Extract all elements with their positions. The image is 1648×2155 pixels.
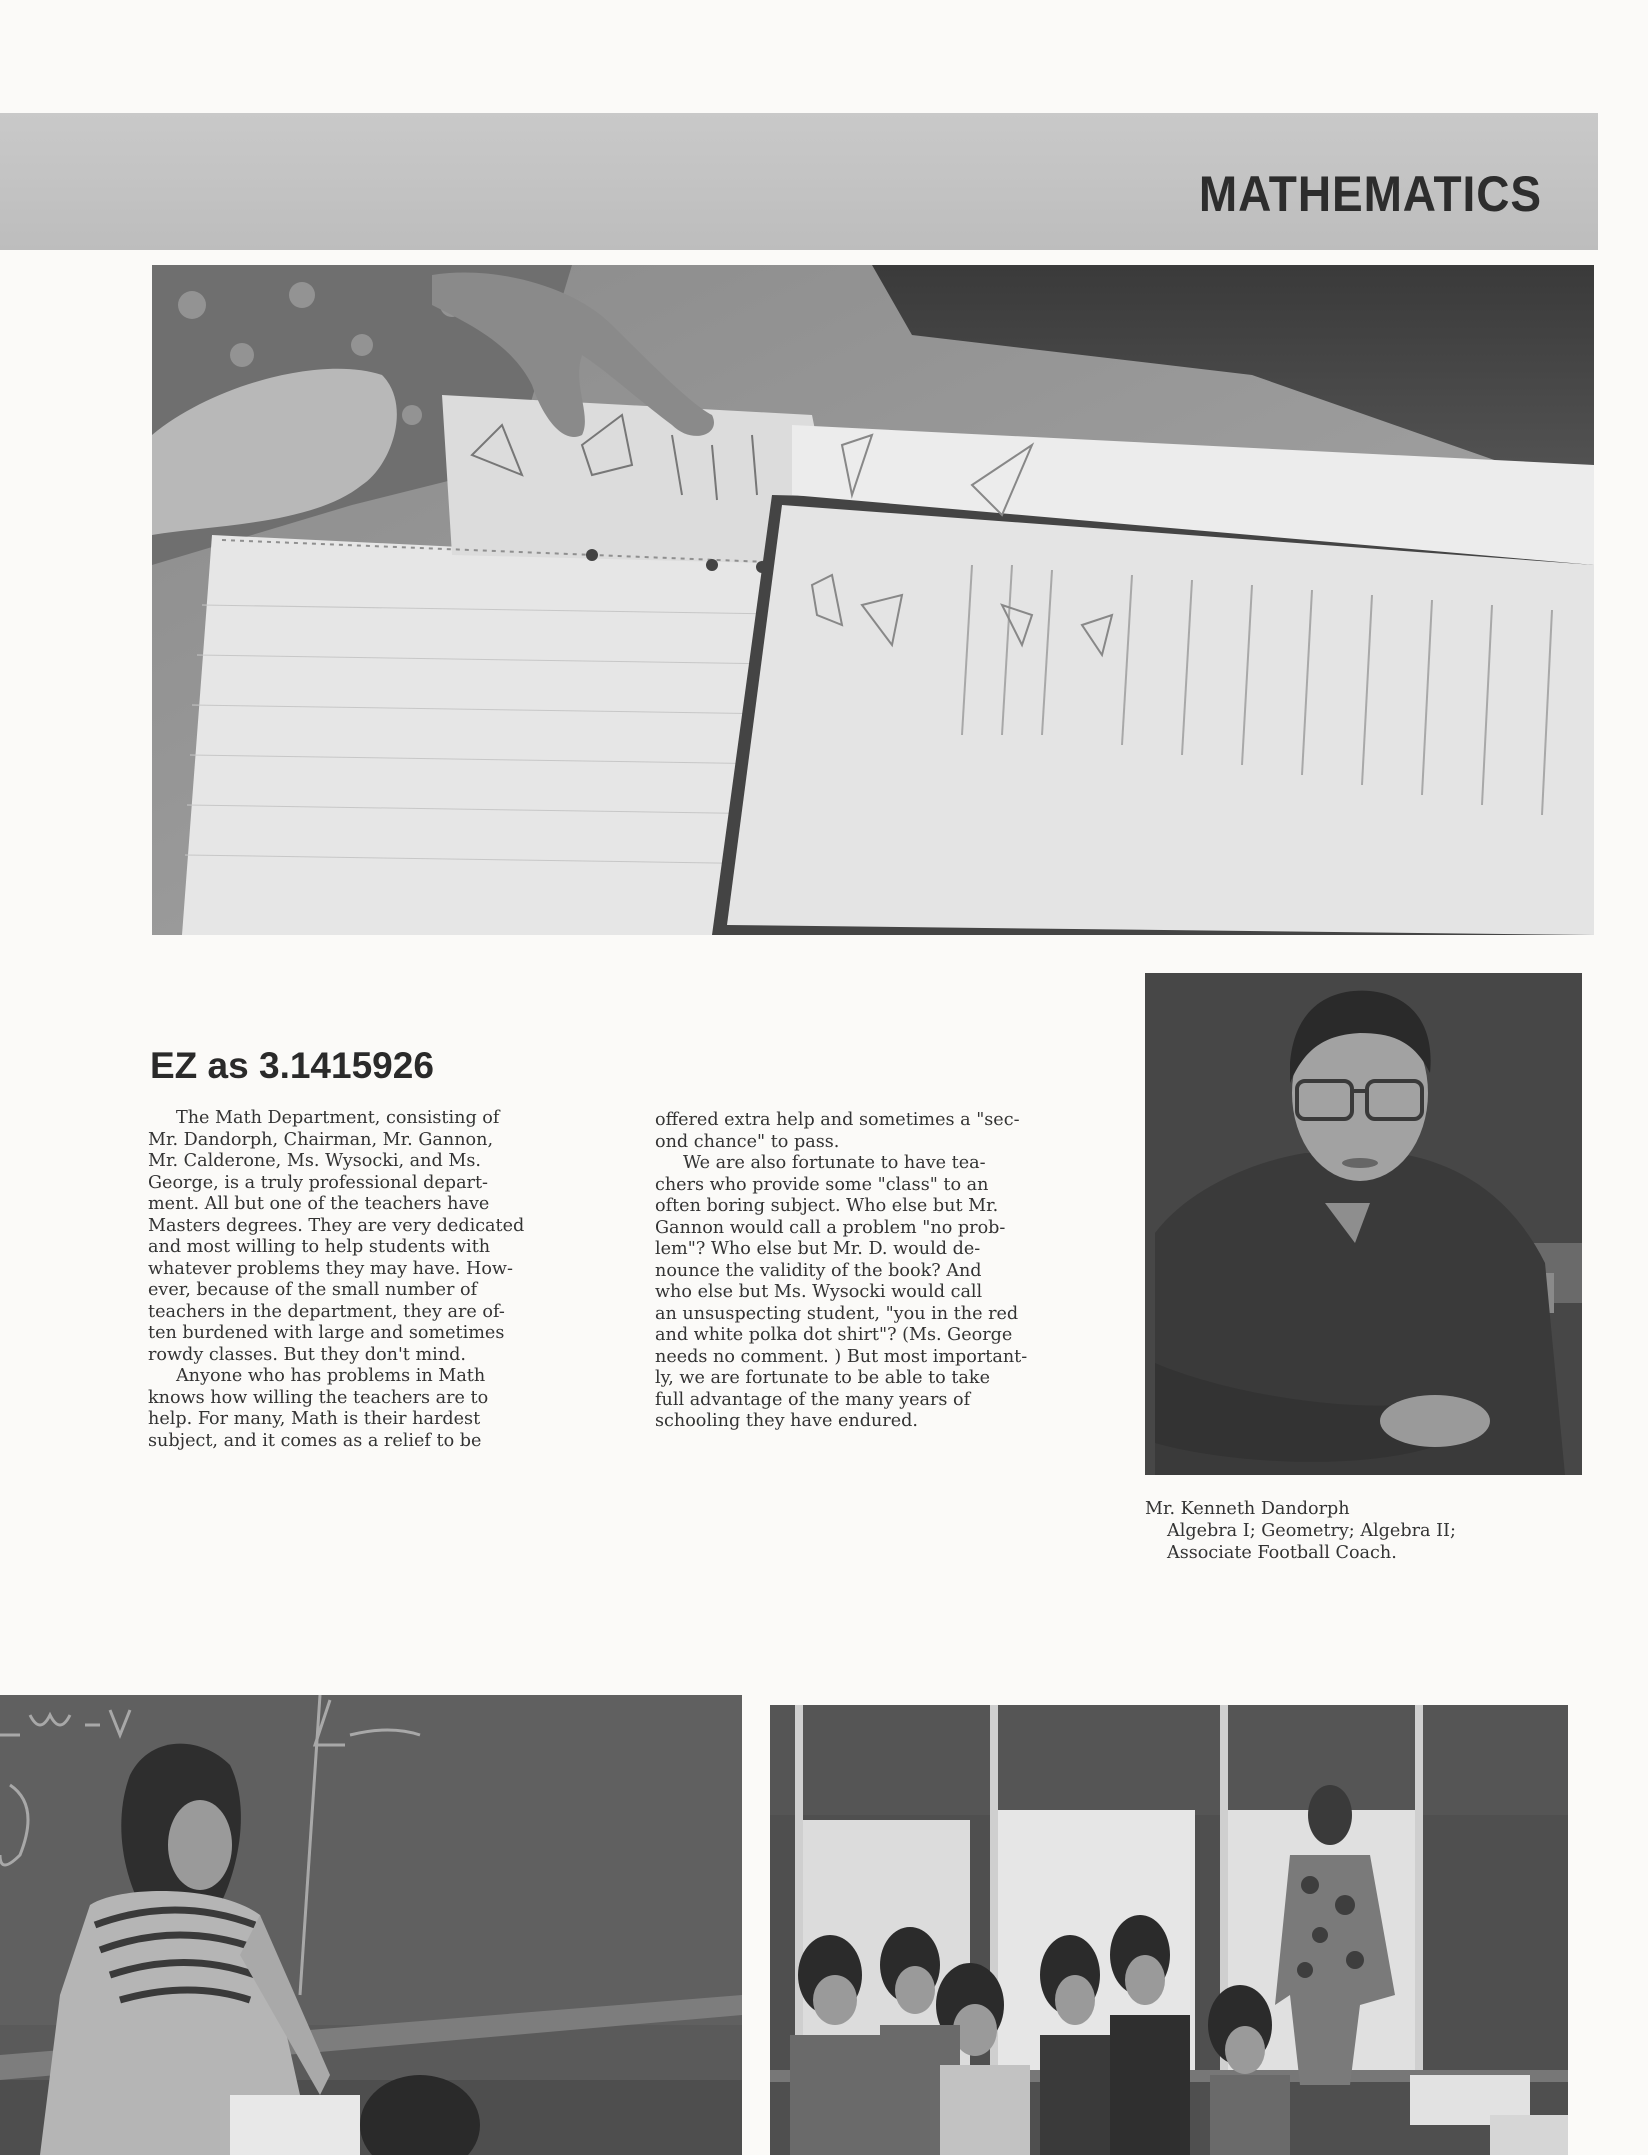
- article-line: whatever problems they may have. How-: [148, 1258, 513, 1279]
- article-line: Anyone who has problems in Math: [148, 1366, 486, 1386]
- caption-subjects: Algebra I; Geometry; Algebra II;: [1167, 1521, 1456, 1541]
- article-line: Gannon would call a problem "no prob-: [655, 1217, 1006, 1238]
- article-line: subject, and it comes as a relief to be: [148, 1430, 482, 1451]
- article-line: We are also fortunate to have tea-: [655, 1153, 986, 1173]
- article-line: help. For many, Math is their hardest: [148, 1409, 481, 1429]
- article-line: needs no comment. ) But most important-: [655, 1346, 1028, 1367]
- photo-teacher-at-chalkboard: [0, 1695, 742, 2155]
- section-title: MATHEMATICS: [1198, 166, 1542, 222]
- article-line: Mr. Dandorph, Chairman, Mr. Gannon,: [148, 1129, 494, 1150]
- article-line: George, is a truly professional depart-: [148, 1172, 488, 1193]
- article-line: schooling they have endured.: [655, 1411, 918, 1431]
- article-line: full advantage of the many years of: [655, 1389, 971, 1410]
- article-column-2: [655, 1110, 1145, 1433]
- article-line: often boring subject. Who else but Mr.: [655, 1196, 999, 1216]
- article-line: Masters degrees. They are very dedicated: [148, 1215, 525, 1236]
- article-line: and white polka dot shirt"? (Ms. George: [655, 1325, 1013, 1345]
- article-line: ment. All but one of the teachers have: [148, 1194, 490, 1214]
- article-column-1: [148, 1108, 638, 1452]
- article-line: rowdy classes. But they don't mind.: [148, 1344, 466, 1365]
- section-header-band: [0, 113, 1598, 250]
- photo-teacher-portrait: [1145, 973, 1582, 1475]
- photo-classroom-with-students: [770, 1705, 1568, 2155]
- portrait-caption: [1145, 1498, 1605, 1564]
- article-line: knows how willing the teachers are to: [148, 1387, 489, 1408]
- article-line: ond chance" to pass.: [655, 1131, 840, 1152]
- article-line: an unsuspecting student, "you in the red: [655, 1303, 1019, 1324]
- article-line: ten burdened with large and sometimes: [148, 1323, 505, 1343]
- article-line: The Math Department, consisting of: [148, 1108, 500, 1128]
- caption-role: Associate Football Coach.: [1167, 1543, 1397, 1563]
- article-line: offered extra help and sometimes a "sec-: [655, 1110, 1020, 1130]
- article-line: nounce the validity of the book? And: [655, 1260, 982, 1281]
- article-line: lem"? Who else but Mr. D. would de-: [655, 1239, 981, 1259]
- article-line: Mr. Calderone, Ms. Wysocki, and Ms.: [148, 1151, 481, 1171]
- caption-name: Mr. Kenneth Dandorph: [1145, 1499, 1350, 1519]
- article-headline: EZ as 3.1415926: [150, 1045, 434, 1086]
- article-line: ly, we are fortunate to be able to take: [655, 1368, 990, 1388]
- article-line: teachers in the department, they are of-: [148, 1301, 505, 1322]
- article-line: ever, because of the small number of: [148, 1280, 478, 1300]
- article-line: who else but Ms. Wysocki would call: [655, 1282, 983, 1302]
- article-line: chers who provide some "class" to an: [655, 1174, 989, 1195]
- article-line: and most willing to help students with: [148, 1237, 491, 1257]
- photo-notebook-and-textbook: [152, 265, 1594, 935]
